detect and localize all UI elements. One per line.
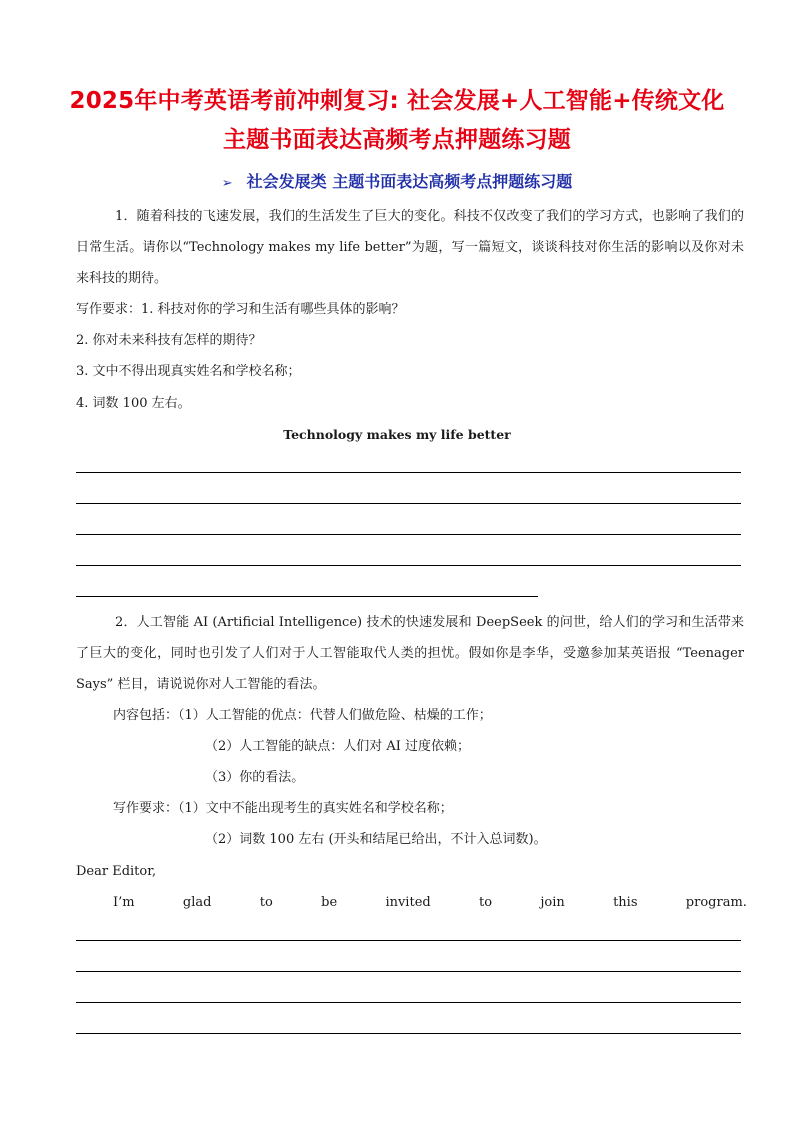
section-heading-text: 社会发展类 主题书面表达高频考点押题练习题 [246, 172, 573, 191]
opening-word: program. [685, 895, 747, 910]
section-heading [0, 171, 794, 195]
question-1-requirement-4: 4. 词数 100 左右。 [76, 396, 191, 411]
opening-word: be [321, 895, 338, 910]
question-2-content-1: 内容包括：（1）人工智能的优点：代替人们做危险、枯燥的工作； [113, 708, 492, 723]
question-2-requirement-1: 写作要求：（1）文中不能出现考生的真实姓名和学校名称； [113, 801, 453, 816]
answer-line [76, 1033, 741, 1034]
answer-line [76, 940, 741, 941]
letter-opening-sentence [113, 893, 747, 913]
question-2-prompt: 2．人工智能 AI (Artificial Intelligence) 技术的快速发展和 DeepSeek 的问世，给人们的学习和生活带来了巨大的变化，同时也引发了人们对于人工智能取代人类的担忧。假如你是李华，受邀参加某英语报 “Teenager Says” 栏目，请说说你对人工智能的看法。 [76, 615, 744, 692]
letter-salutation: Dear Editor, [76, 864, 157, 879]
answer-line [76, 565, 741, 566]
question-2-requirement-2: （2）词数 100 左右 (开头和结尾已给出，不计入总词数)。 [205, 832, 547, 847]
document-title-line-2: 主题书面表达高频考点押题练习题 [223, 127, 571, 153]
question-1-essay-title: Technology makes my life better [283, 427, 511, 442]
opening-word: I’m [113, 895, 135, 910]
document-title-line-1: 2025年中考英语考前冲刺复习: 社会发展+人工智能+传统文化 [69, 88, 725, 114]
answer-line [76, 534, 741, 535]
opening-word: this [613, 895, 638, 910]
question-1-requirement-2: 2. 你对未来科技有怎样的期待？ [76, 333, 262, 348]
opening-word: to [479, 895, 493, 910]
answer-line [76, 1002, 741, 1003]
opening-word: to [259, 895, 273, 910]
question-1-prompt: 1．随着科技的飞速发展，我们的生活发生了巨大的变化。科技不仅改变了我们的学习方式，也影响了我们的日常生活。请你以“Technology makes my life better”为题，写一篇短文，谈谈科技对你生活的影响以及你对未来科技的期待。 [76, 209, 744, 286]
opening-word: join [540, 895, 565, 910]
question-2-content-2: （2）人工智能的缺点：人们对 AI 过度依赖； [205, 739, 471, 754]
opening-word: glad [182, 895, 212, 910]
answer-line [76, 503, 741, 504]
arrow-bullet-icon: ➢ [221, 176, 233, 191]
opening-word: invited [385, 895, 431, 910]
question-1-requirement-3: 3. 文中不得出现真实姓名和学校名称； [76, 364, 301, 379]
question-1-requirement-1: 写作要求：1. 科技对你的学习和生活有哪些具体的影响？ [76, 302, 405, 317]
answer-line [76, 472, 741, 473]
answer-line [76, 596, 538, 597]
answer-line [76, 971, 741, 972]
question-2-content-3: （3）你的看法。 [205, 770, 305, 785]
